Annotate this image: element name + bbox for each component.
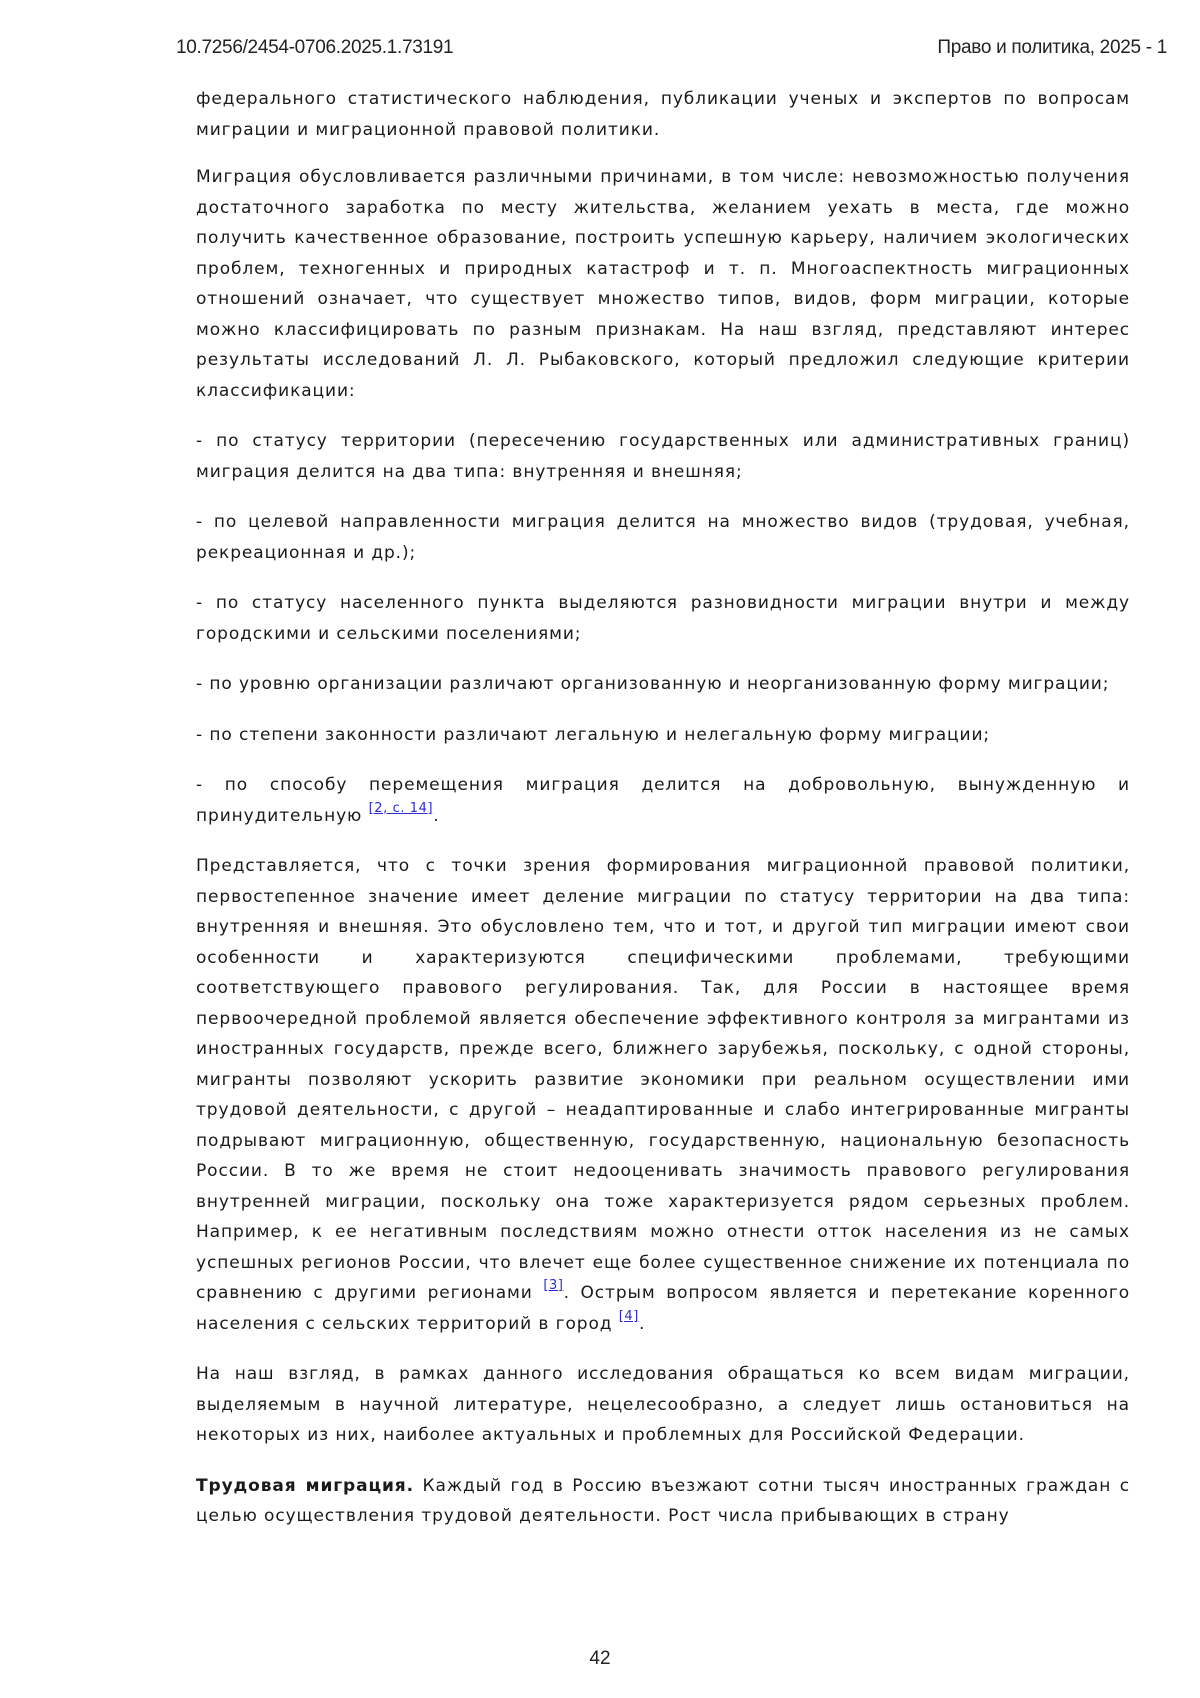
paragraph-intro: федерального статистического наблюдения, публикации ученых и экспертов по вопросам миграции и миграционной правовой политики. [196, 89, 1130, 140]
paragraph-territory-text-b: . Острым вопросом является и перетекание коренного населения с сельских территорий в город [196, 1283, 1130, 1334]
list-item-organization: - по уровню организации различают организованную и неорганизованную форму миграции; [196, 674, 1110, 694]
list-item-movement: - по способу перемещения миграция делится на добровольную, вынужденную и принудительную [2, с. 14]. [196, 775, 1130, 826]
paragraph-territory-status: Представляется, что с точки зрения формирования миграционной правовой политики, первостепенное значение имеет деление миграции по статусу территории на два типа: внутренняя и внешняя. Это обусловлено тем, что и тот, и другой тип миграции имеют свои особенности и характеризуются специфическими проблемами, требующими соответствующего правового регулирования. Так, для России в настоящее время первоочередной проблемой является обеспечение эффективного контроля за мигрантами из иностранных государств, прежде всего, ближнего зарубежья, поскольку, с одной стороны, мигранты позволяют ускорить развитие экономики при реальном осуществлении ими трудовой деятельности, с другой – неадаптированные и слабо интегрированные мигранты подрывают миграционную, общественную, государственную, национальную безопасность России. В то же время не стоит недооценивать значимость правового регулирования внутренней миграции, поскольку она тоже характеризуется рядом серьезных проблем. Например, к ее негативным последствиям можно отнести отток населения из не самых успешных регионов России, что влечет еще более существенное снижение их потенциала по сравнению с другими регионами [3]. Острым вопросом является и перетекание коренного населения с сельских территорий в город [4]. [196, 856, 1130, 1334]
list-item-purpose: - по целевой направленности миграция делится на множество видов (трудовая, учебная, рекреационная и др.); [196, 512, 1130, 563]
list-item-settlement: - по статусу населенного пункта выделяются разновидности миграции внутри и между городскими и сельскими поселениями; [196, 593, 1130, 644]
list-item-movement-text: - по способу перемещения миграция делится на добровольную, вынужденную и принудительную [196, 775, 1130, 826]
list-item-territory: - по статусу территории (пересечению государственных или административных границ) миграция делится на два типа: внутренняя и внешняя; [196, 431, 1130, 482]
citation-link-2[interactable]: [2, с. 14] [368, 800, 434, 816]
article-body [196, 84, 1130, 1552]
list-item-legality: - по степени законности различают легальную и нелегальную форму миграции; [196, 724, 991, 745]
labor-migration-text: Каждый год в Россию въезжают сотни тысяч иностранных граждан с целью осуществления трудовой деятельности. Рост числа прибывающих в страну [196, 1475, 1130, 1526]
paragraph-scope: На наш взгляд, в рамках данного исследования обращаться ко всем видам миграции, выделяемым в научной литературе, нецелесообразно, а следует лишь остановиться на некоторых из них, наиболее актуальных и проблемных для Российской Федерации. [196, 1364, 1130, 1445]
citation-link-4[interactable]: [4] [618, 1308, 639, 1324]
citation-link-3[interactable]: [3] [543, 1278, 564, 1293]
labor-migration-heading: Трудовая миграция. [196, 1475, 414, 1496]
journal-issue: Право и политика, 2025 - 1 [937, 37, 1167, 58]
page-number: 42 [589, 1648, 611, 1669]
paragraph-causes: Миграция обусловливается различными причинами, в том числе: невозможностью получения достаточного заработка по месту жительства, желанием уехать в места, где можно получить качественное образование, построить успешную карьеру, наличием экологических проблем, техногенных и природных катастроф и т. п. Многоаспектность миграционных отношений означает, что существует множество типов, видов, форм миграции, которые можно классифицировать по разным признакам. На наш взгляд, представляют интерес результаты исследований Л. Л. Рыбаковского, который предложил следующие критерии классификации: [196, 167, 1130, 401]
paragraph-territory-text-a: Представляется, что с точки зрения формирования миграционной правовой политики, первостепенное значение имеет деление миграции по статусу территории на два типа: внутренняя и внешняя. Это обусловлено тем, что и тот, и другой тип миграции имеют свои особенности и характеризуются специфическими проблемами, требующими соответствующего правового регулирования. Так, для России в настоящее время первоочередной проблемой является обеспечение эффективного контроля за мигрантами из иностранных государств, прежде всего, ближнего зарубежья, поскольку, с одной стороны, мигранты позволяют ускорить развитие экономики при реальном осуществлении ими трудовой деятельности, с другой – неадаптированные и слабо интегрированные мигранты подрывают миграционную, общественную, государственную, национальную безопасность России. В то же время не стоит недооценивать значимость правового регулирования внутренней миграции, поскольку она тоже характеризуется рядом серьезных проблем. Например, к ее негативным последствиям можно отнести отток населения из не самых успешных регионов России, что влечет еще более существенное снижение их потенциала по сравнению с другими регионами [196, 856, 1130, 1303]
article-doi: 10.7256/2454-0706.2025.1.73191 [176, 37, 454, 58]
paragraph-labor-migration [196, 1471, 1130, 1532]
